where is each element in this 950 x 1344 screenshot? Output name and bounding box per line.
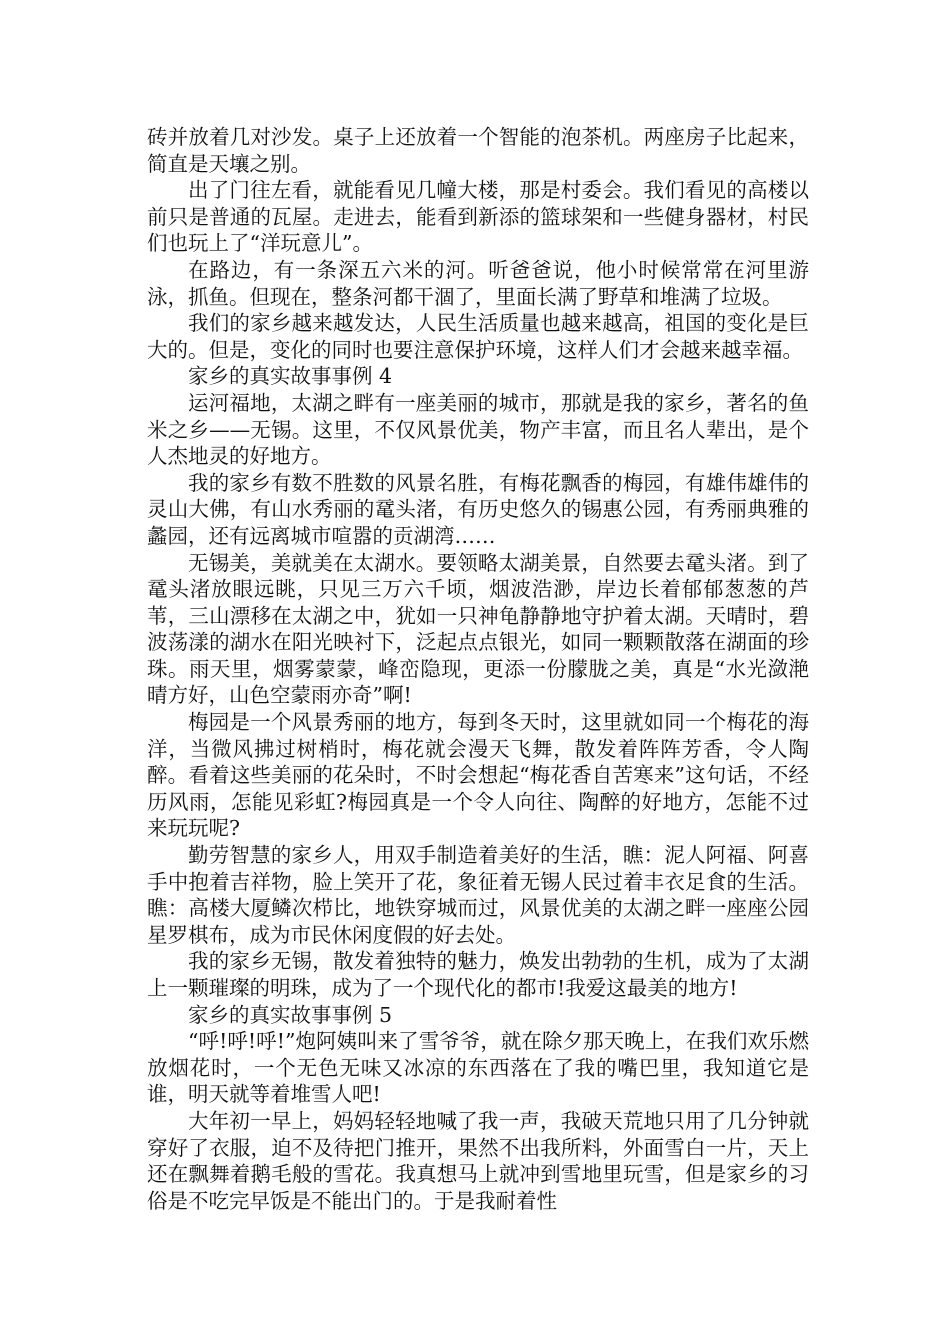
paragraph: 无锡美，美就美在太湖水。要领略太湖美景，自然要去鼋头渚。到了鼋头渚放眼远眺，只见三万六千顷，烟波浩渺，岸边长着郁郁葱葱的芦苇，三山漂移在太湖之中，犹如一只神龟静静地守护着太湖。天晴时，碧波荡漾的湖水在阳光映衬下，泛起点点银光，如同一颗颗散落在湖面的珍珠。雨天里，烟雾蒙蒙，峰峦隐现，更添一份朦胧之美，真是“水光潋滟晴方好，山色空蒙雨亦奇”啊! bbox=[147, 550, 809, 708]
paragraph: 我的家乡无锡，散发着独特的魅力，焕发出勃勃的生机，成为了太湖上一颗璀璨的明珠，成为了一个现代化的都市!我爱这最美的地方! bbox=[147, 949, 809, 1000]
paragraph: 大年初一早上，妈妈轻轻地喊了我一声，我破天荒地只用了几分钟就穿好了衣服，迫不及待把门推开，果然不出我所料，外面雪白一片，天上还在飘舞着鹅毛般的雪花。我真想马上就冲到雪地里玩雪，但是家乡的习俗是不吃完早饭是不能出门的。于是我耐着性 bbox=[147, 1108, 809, 1213]
paragraph: 出了门往左看，就能看见几幢大楼，那是村委会。我们看见的高楼以前只是普通的瓦屋。走进去，能看到新添的篮球架和一些健身器材，村民们也玩上了“洋玩意儿”。 bbox=[147, 178, 809, 256]
section-heading-5: 家乡的真实故事事例 5 bbox=[188, 1002, 393, 1027]
section-heading-4: 家乡的真实故事事例 4 bbox=[188, 364, 393, 389]
paragraph: 勤劳智慧的家乡人，用双手制造着美好的生活，瞧：泥人阿福、阿喜手中抱着吉祥物，脸上笑开了花，象征着无锡人民过着丰衣足食的生活。瞧：高楼大厦鳞次栉比，地铁穿城而过，风景优美的太湖之畔一座座公园星罗棋布，成为市民休闲度假的好去处。 bbox=[147, 843, 809, 947]
paragraph: 我的家乡有数不胜数的风景名胜，有梅花飘香的梅园，有雄伟雄伟的灵山大佛，有山水秀丽的鼋头渚，有历史悠久的锡惠公园，有秀丽典雅的蠡园，还有远离城市喧嚣的贡湖湾…… bbox=[147, 470, 809, 548]
paragraph: 运河福地，太湖之畔有一座美丽的城市，那就是我的家乡，著名的鱼米之乡——无锡。这里，不仅风景优美，物产丰富，而且名人辈出，是个人杰地灵的好地方。 bbox=[147, 390, 809, 469]
paragraph: 梅园是一个风景秀丽的地方，每到冬天时，这里就如同一个梅花的海洋，当微风拂过树梢时，梅花就会漫天飞舞，散发着阵阵芳香，令人陶醉。看着这些美丽的花朵时，不时会想起“梅花香自苦寒来”这句话，不经历风雨，怎能见彩虹?梅园真是一个令人向往、陶醉的好地方，怎能不过来玩玩呢? bbox=[147, 710, 809, 841]
paragraph-continuation: 砖并放着几对沙发。桌子上还放着一个智能的泡茶机。两座房子比起来，简直是天壤之别。 bbox=[147, 125, 809, 176]
paragraph: 我们的家乡越来越发达，人民生活质量也越来越高，祖国的变化是巨大的。但是，变化的同时也要注意保护环境，这样人们才会越来越幸福。 bbox=[147, 311, 809, 362]
paragraph: 在路边，有一条深五六米的河。听爸爸说，他小时候常常在河里游泳，抓鱼。但现在，整条河都干涸了，里面长满了野草和堆满了垃圾。 bbox=[147, 257, 809, 309]
document-page bbox=[147, 124, 809, 1214]
paragraph: “呼!呼!呼!”炮阿姨叫来了雪爷爷，就在除夕那天晚上，在我们欢乐燃放烟花时，一个无色无味又冰凉的东西落在了我的嘴巴里，我知道它是谁，明天就等着堆雪人吧! bbox=[147, 1029, 809, 1107]
